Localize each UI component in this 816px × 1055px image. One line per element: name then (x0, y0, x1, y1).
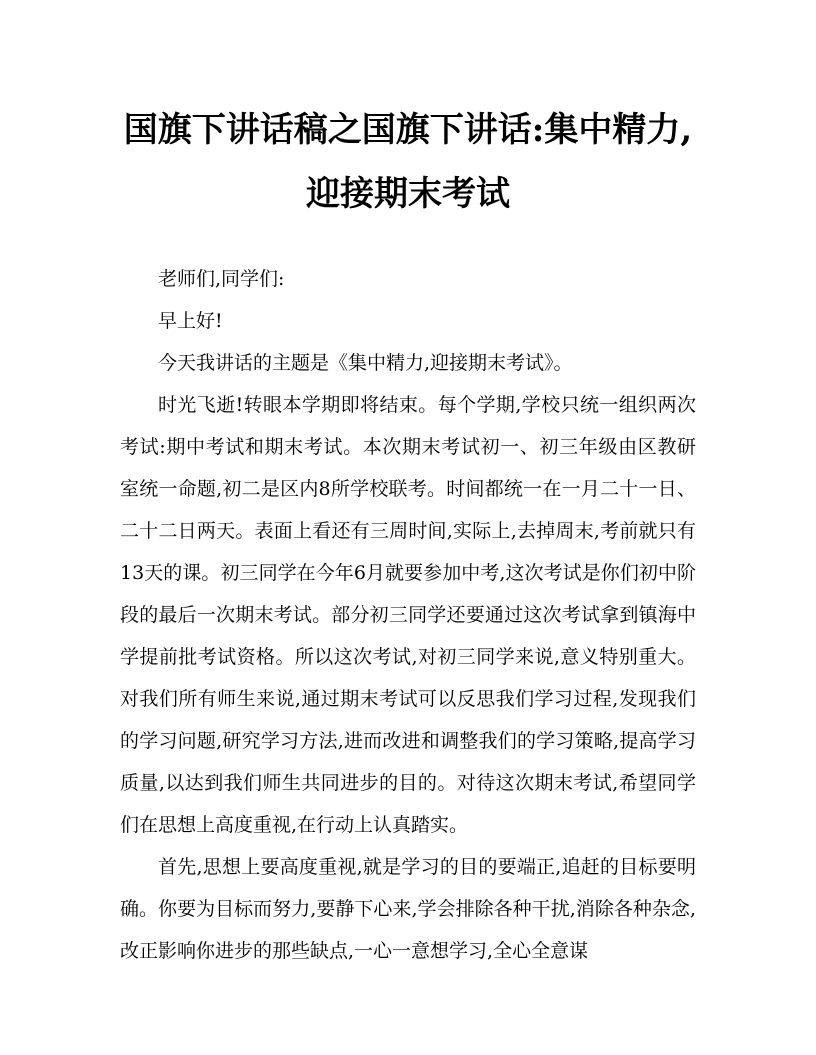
salutation-paragraph: 老师们,同学们: (158, 268, 285, 290)
greeting-paragraph: 早上好! (158, 310, 223, 332)
document-title-line-1: 国旗下讲话稿之国旗下讲话:集中精力, (123, 110, 693, 150)
body-paragraph: 首先,思想上要高度重视,就是学习的目的要端正,追赶的目标要明确。你要为目标而努力,要静下心来,学会排除各种干扰,消除各种杂念,改正影响你进步的那些缺点,一心一意想学习,全心全意谋 (120, 856, 696, 962)
document-title-line-2: 迎接期末考试 (306, 174, 510, 214)
body-paragraph: 时光飞逝!转眼本学期即将结束。每个学期,学校只统一组织两次考试:期中考试和期末考试。本次期末考试初一、初三年级由区教研室统一命题,初二是区内8所学校联考。时间都统一在一月二十一日、二十二日两天。表面上看还有三周时间,实际上,去掉周末,考前就只有13天的课。初三同学在今年6月就要参加中考,这次考试是你们初中阶段的最后一次期末考试。部分初三同学还要通过这次考试拿到镇海中学提前批考试资格。所以这次考试,对初三同学来说,意义特别重大。对我们所有师生来说,通过期末考试可以反思我们学习过程,发现我们的学习问题,研究学习方法,进而改进和调整我们的学习策略,提高学习质量,以达到我们师生共同进步的目的。对待这次期末考试,希望同学们在思想上高度重视,在行动上认真踏实。 (120, 394, 696, 836)
document-body (120, 258, 696, 972)
topic-paragraph: 今天我讲话的主题是《集中精力,迎接期末考试》。 (158, 352, 573, 374)
